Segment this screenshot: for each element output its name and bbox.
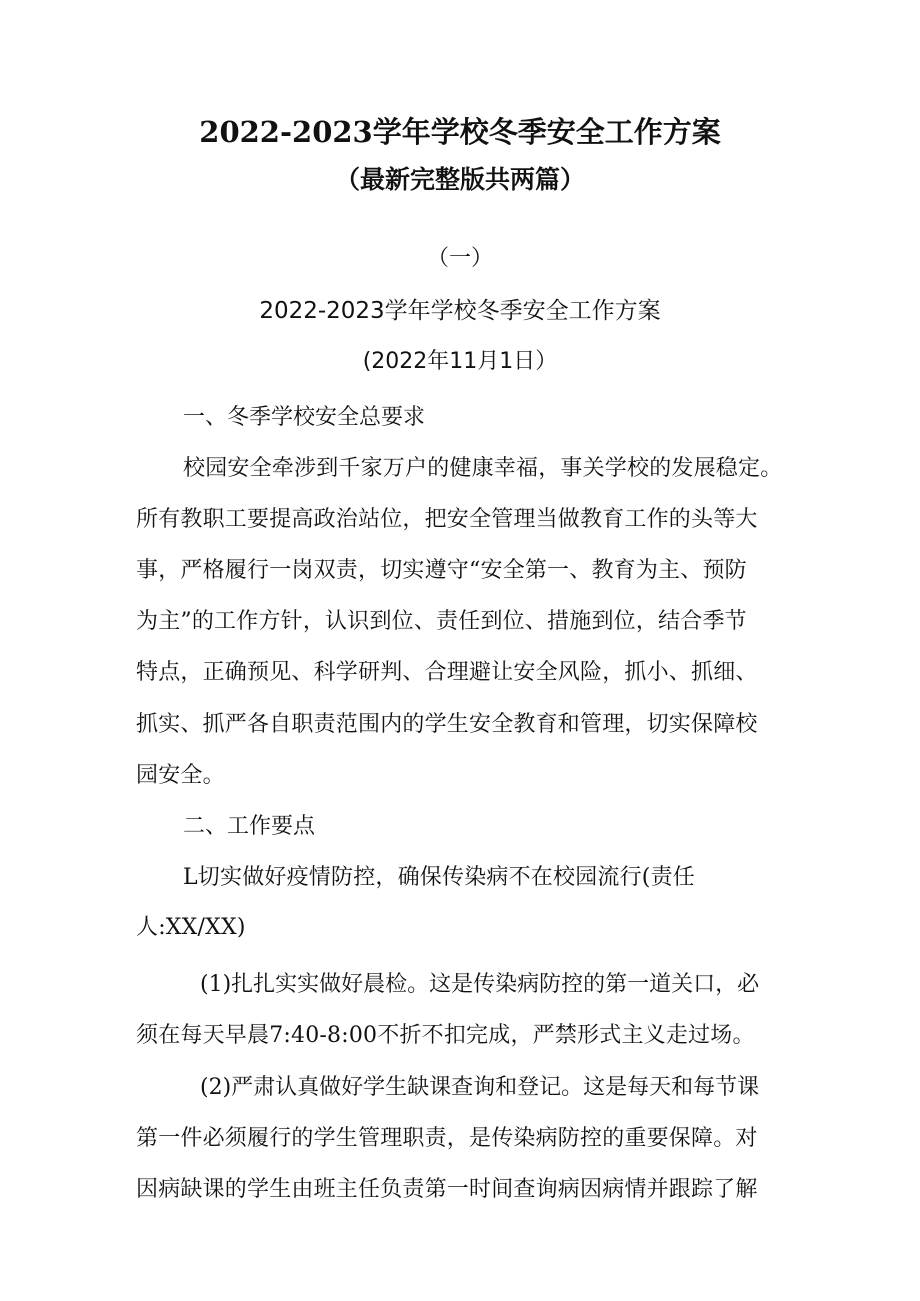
item-line: (2)严肃认真做好学生缺课查询和登记。这是每天和每节课: [200, 1075, 760, 1100]
heading-general-requirements: 一、冬季学校安全总要求: [183, 405, 426, 430]
document-date: (2022年11月1日）: [362, 349, 558, 374]
paragraph-line: 特点，正确预见、科学研判、合理避让安全风险，抓小、抓细、: [136, 660, 758, 685]
item-line: (1)扎扎实实做好晨检。这是传染病防控的第一道关口，必: [200, 972, 760, 997]
paragraph-line: 抓实、抓严各自职责范围内的学生安全教育和管理，切实保障校: [136, 712, 758, 737]
paragraph-line: 校园安全牵涉到千家万户的健康幸福，事关学校的发展稳定。: [183, 456, 783, 481]
paragraph-line: 事，严格履行一岗双责，切实遵守“安全第一、教育为主、预防: [136, 558, 747, 583]
heading-work-points: 二、工作要点: [183, 814, 316, 839]
part-marker: （一）: [426, 246, 493, 271]
paragraph-line: 园安全。: [136, 763, 225, 788]
document-title: 2022-2023学年学校冬季安全工作方案: [199, 115, 721, 149]
section-title: 2022-2023学年学校冬季安全工作方案: [259, 298, 661, 324]
paragraph-line: 所有教职工要提高政治站位，把安全管理当做教育工作的头等大: [136, 507, 758, 532]
point-line: L切实做好疫情防控，确保传染病不在校园流行(责任: [183, 865, 695, 890]
item-line: 第一件必须履行的学生管理职责，是传染病防控的重要保障。对: [136, 1126, 758, 1151]
paragraph-line: 为主”的工作方针，认识到位、责任到位、措施到位，结合季节: [136, 609, 747, 634]
document-subtitle: （最新完整版共两篇）: [334, 165, 585, 194]
item-line: 因病缺课的学生由班主任负责第一时间查询病因病情并跟踪了解: [136, 1177, 758, 1202]
item-line: 须在每天早晨7:40-8:00不折不扣完成，严禁形式主义走过场。: [136, 1023, 755, 1048]
point-line: 人:XX/XX): [136, 915, 246, 940]
